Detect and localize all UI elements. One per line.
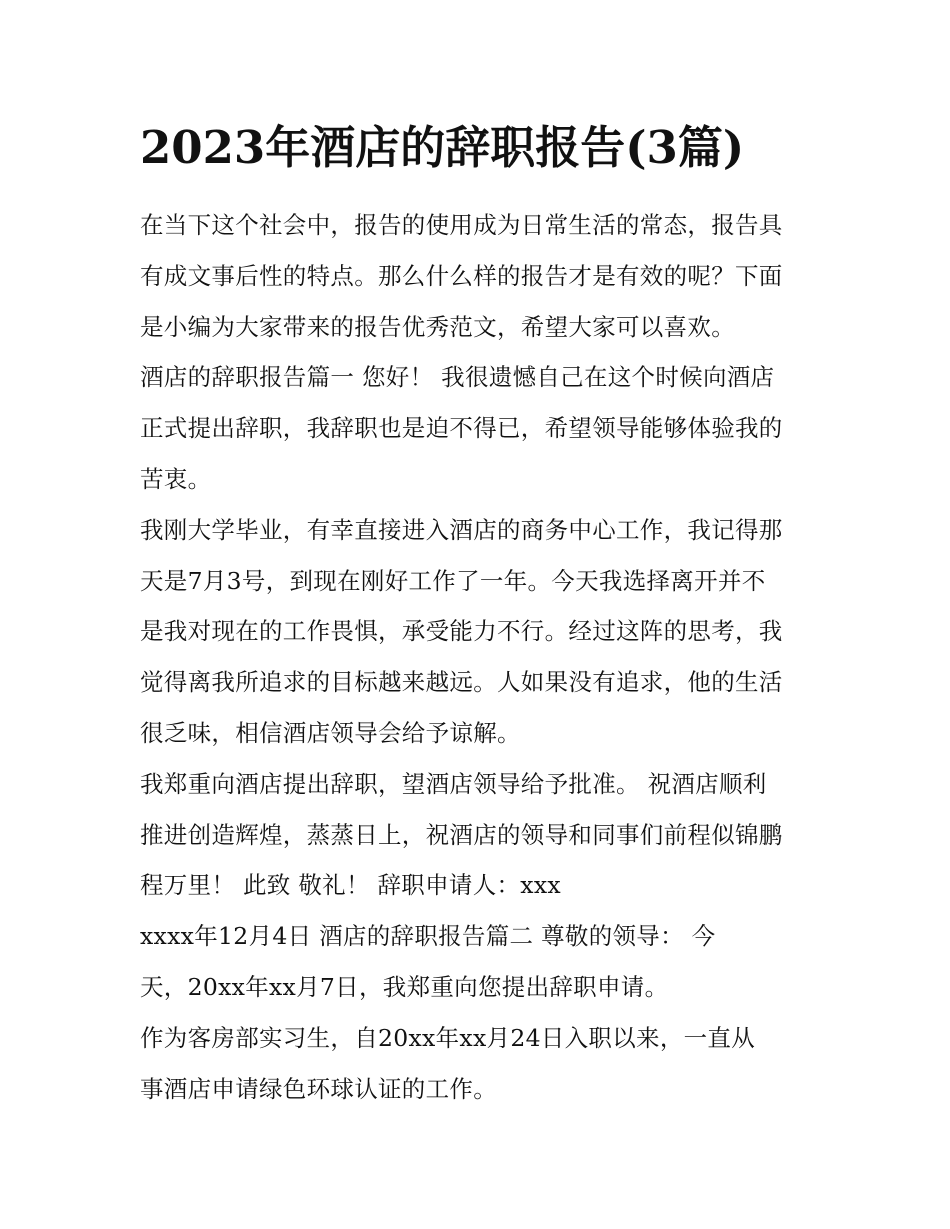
- body-line: 天是7月3号，到现在刚好工作了一年。今天我选择离开并不: [140, 566, 766, 595]
- body-line: 推进创造辉煌，蒸蒸日上，祝酒店的领导和同事们前程似锦鹏: [140, 820, 783, 849]
- document-title: 2023年酒店的辞职报告(3篇): [140, 121, 745, 174]
- body-line: 苦衷。: [140, 464, 212, 493]
- body-line: 我郑重向酒店提出辞职，望酒店领导给予批准。 祝酒店顺利: [140, 769, 767, 798]
- body-line: 程万里！ 此致 敬礼！ 辞职申请人：xxx: [140, 871, 561, 900]
- body-line: 正式提出辞职，我辞职也是迫不得已，希望领导能够体验我的: [140, 414, 783, 443]
- body-line: 是小编为大家带来的报告优秀范文，希望大家可以喜欢。: [140, 312, 735, 341]
- body-line: 是我对现在的工作畏惧，承受能力不行。经过这阵的思考，我: [140, 617, 783, 646]
- body-line: 酒店的辞职报告篇一 您好！ 我很遗憾自己在这个时候向酒店: [140, 363, 775, 392]
- document-body: [140, 200, 820, 1114]
- body-line: 很乏味，相信酒店领导会给予谅解。: [140, 718, 521, 747]
- body-line: 有成文事后性的特点。那么什么样的报告才是有效的呢？下面: [140, 261, 783, 290]
- body-line: 我刚大学毕业，有幸直接进入酒店的商务中心工作，我记得那: [140, 515, 783, 544]
- body-line: 天，20xx年xx月7日，我郑重向您提出辞职申请。: [140, 972, 669, 1001]
- body-line: 事酒店申请绿色环球认证的工作。: [140, 1074, 497, 1103]
- body-line: xxxx年12月4日 酒店的辞职报告篇二 尊敬的领导： 今: [140, 922, 716, 951]
- body-line: 作为客房部实习生，自20xx年xx月24日入职以来，一直从: [140, 1023, 756, 1052]
- body-line: 觉得离我所追求的目标越来越远。人如果没有追求，他的生活: [140, 668, 783, 697]
- body-line: 在当下这个社会中，报告的使用成为日常生活的常态，报告具: [140, 211, 783, 239]
